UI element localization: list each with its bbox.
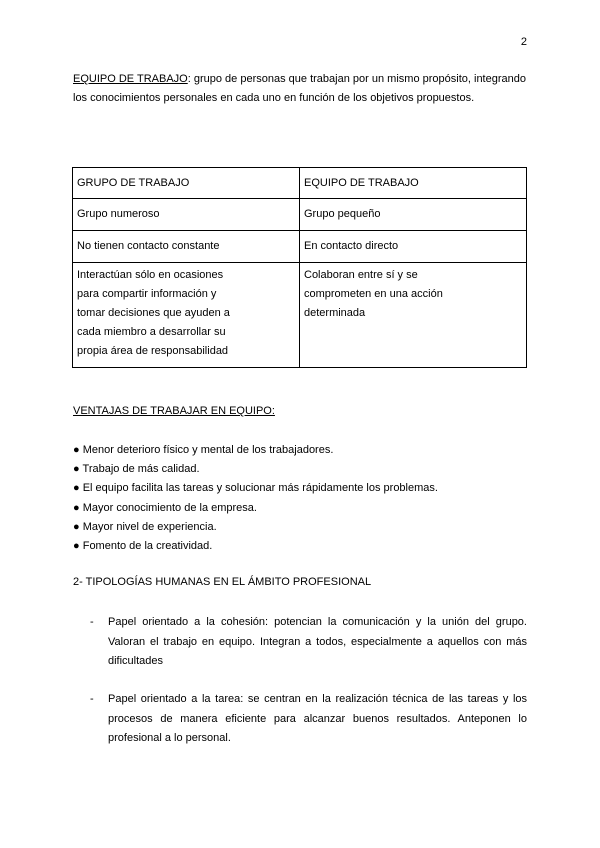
role-item — [90, 613, 527, 672]
bullet-icon: ● — [73, 501, 80, 514]
advantages-list — [73, 441, 438, 556]
role-text: Papel orientado a la tarea: se centran en la realización técnica de las tareas y los procesos de manera eficiente para alcanzar buenos resultados. Anteponen lo profesional a lo personal. — [108, 693, 527, 744]
list-item-text: Fomento de la creatividad. — [82, 540, 213, 553]
bullet-icon: ● — [73, 520, 80, 533]
table-row — [73, 168, 527, 199]
list-item — [73, 460, 438, 479]
role-item — [90, 690, 527, 749]
list-item-text: Mayor conocimiento de la empresa. — [82, 501, 257, 514]
bullet-icon: ● — [73, 540, 80, 553]
page-number: 2 — [520, 36, 527, 48]
comparison-table — [72, 167, 527, 368]
table-cell: En contacto directo — [300, 231, 527, 263]
section-2-title: 2- TIPOLOGÍAS HUMANAS EN EL ÁMBITO PROFESIONAL — [73, 576, 372, 588]
table-row — [73, 231, 527, 263]
role-text: Papel orientado a la cohesión: potencian la comunicación y la unión del grupo. Valoran el trabajo en equipo. Integran a todos, especialmente a aquellos con más dificultades — [108, 616, 527, 667]
table-cell: Grupo numeroso — [73, 199, 300, 231]
bullet-icon: ● — [73, 444, 80, 456]
bullet-icon: ● — [73, 463, 80, 476]
list-item — [73, 518, 438, 537]
definition-text: : grupo de personas que trabajan por un mismo propósito, integrando los conocimientos personales en cada uno en función de los objetivos propuestos. — [73, 73, 526, 104]
table-cell: Interactúan sólo en ocasiones para compartir información y tomar decisiones que ayuden a cada miembro a desarrollar su propia área de responsabilidad — [73, 263, 300, 368]
definition-term: EQUIPO DE TRABAJO — [73, 73, 188, 85]
definition-paragraph — [73, 70, 526, 108]
list-item-text: Trabajo de más calidad. — [82, 463, 200, 476]
dash-icon: - — [90, 616, 94, 628]
list-item-text: Menor deterioro físico y mental de los trabajadores. — [82, 444, 334, 456]
list-item — [73, 479, 438, 498]
table-header-cell: GRUPO DE TRABAJO — [73, 168, 300, 199]
list-item — [73, 441, 438, 460]
advantages-title: VENTAJAS DE TRABAJAR EN EQUIPO: — [73, 405, 275, 417]
table-cell: No tienen contacto constante — [73, 231, 300, 263]
table-row — [73, 263, 527, 368]
bullet-icon: ● — [73, 482, 80, 495]
table-header-cell: EQUIPO DE TRABAJO — [300, 168, 527, 199]
table-cell: Colaboran entre sí y se comprometen en una acción determinada — [300, 263, 527, 368]
table-cell: Grupo pequeño — [300, 199, 527, 231]
dash-icon: - — [90, 693, 94, 705]
list-item — [73, 537, 438, 556]
list-item — [73, 499, 438, 518]
list-item-text: Mayor nivel de experiencia. — [82, 520, 217, 533]
table-row — [73, 199, 527, 231]
list-item-text: El equipo facilita las tareas y solucionar más rápidamente los problemas. — [82, 482, 438, 495]
